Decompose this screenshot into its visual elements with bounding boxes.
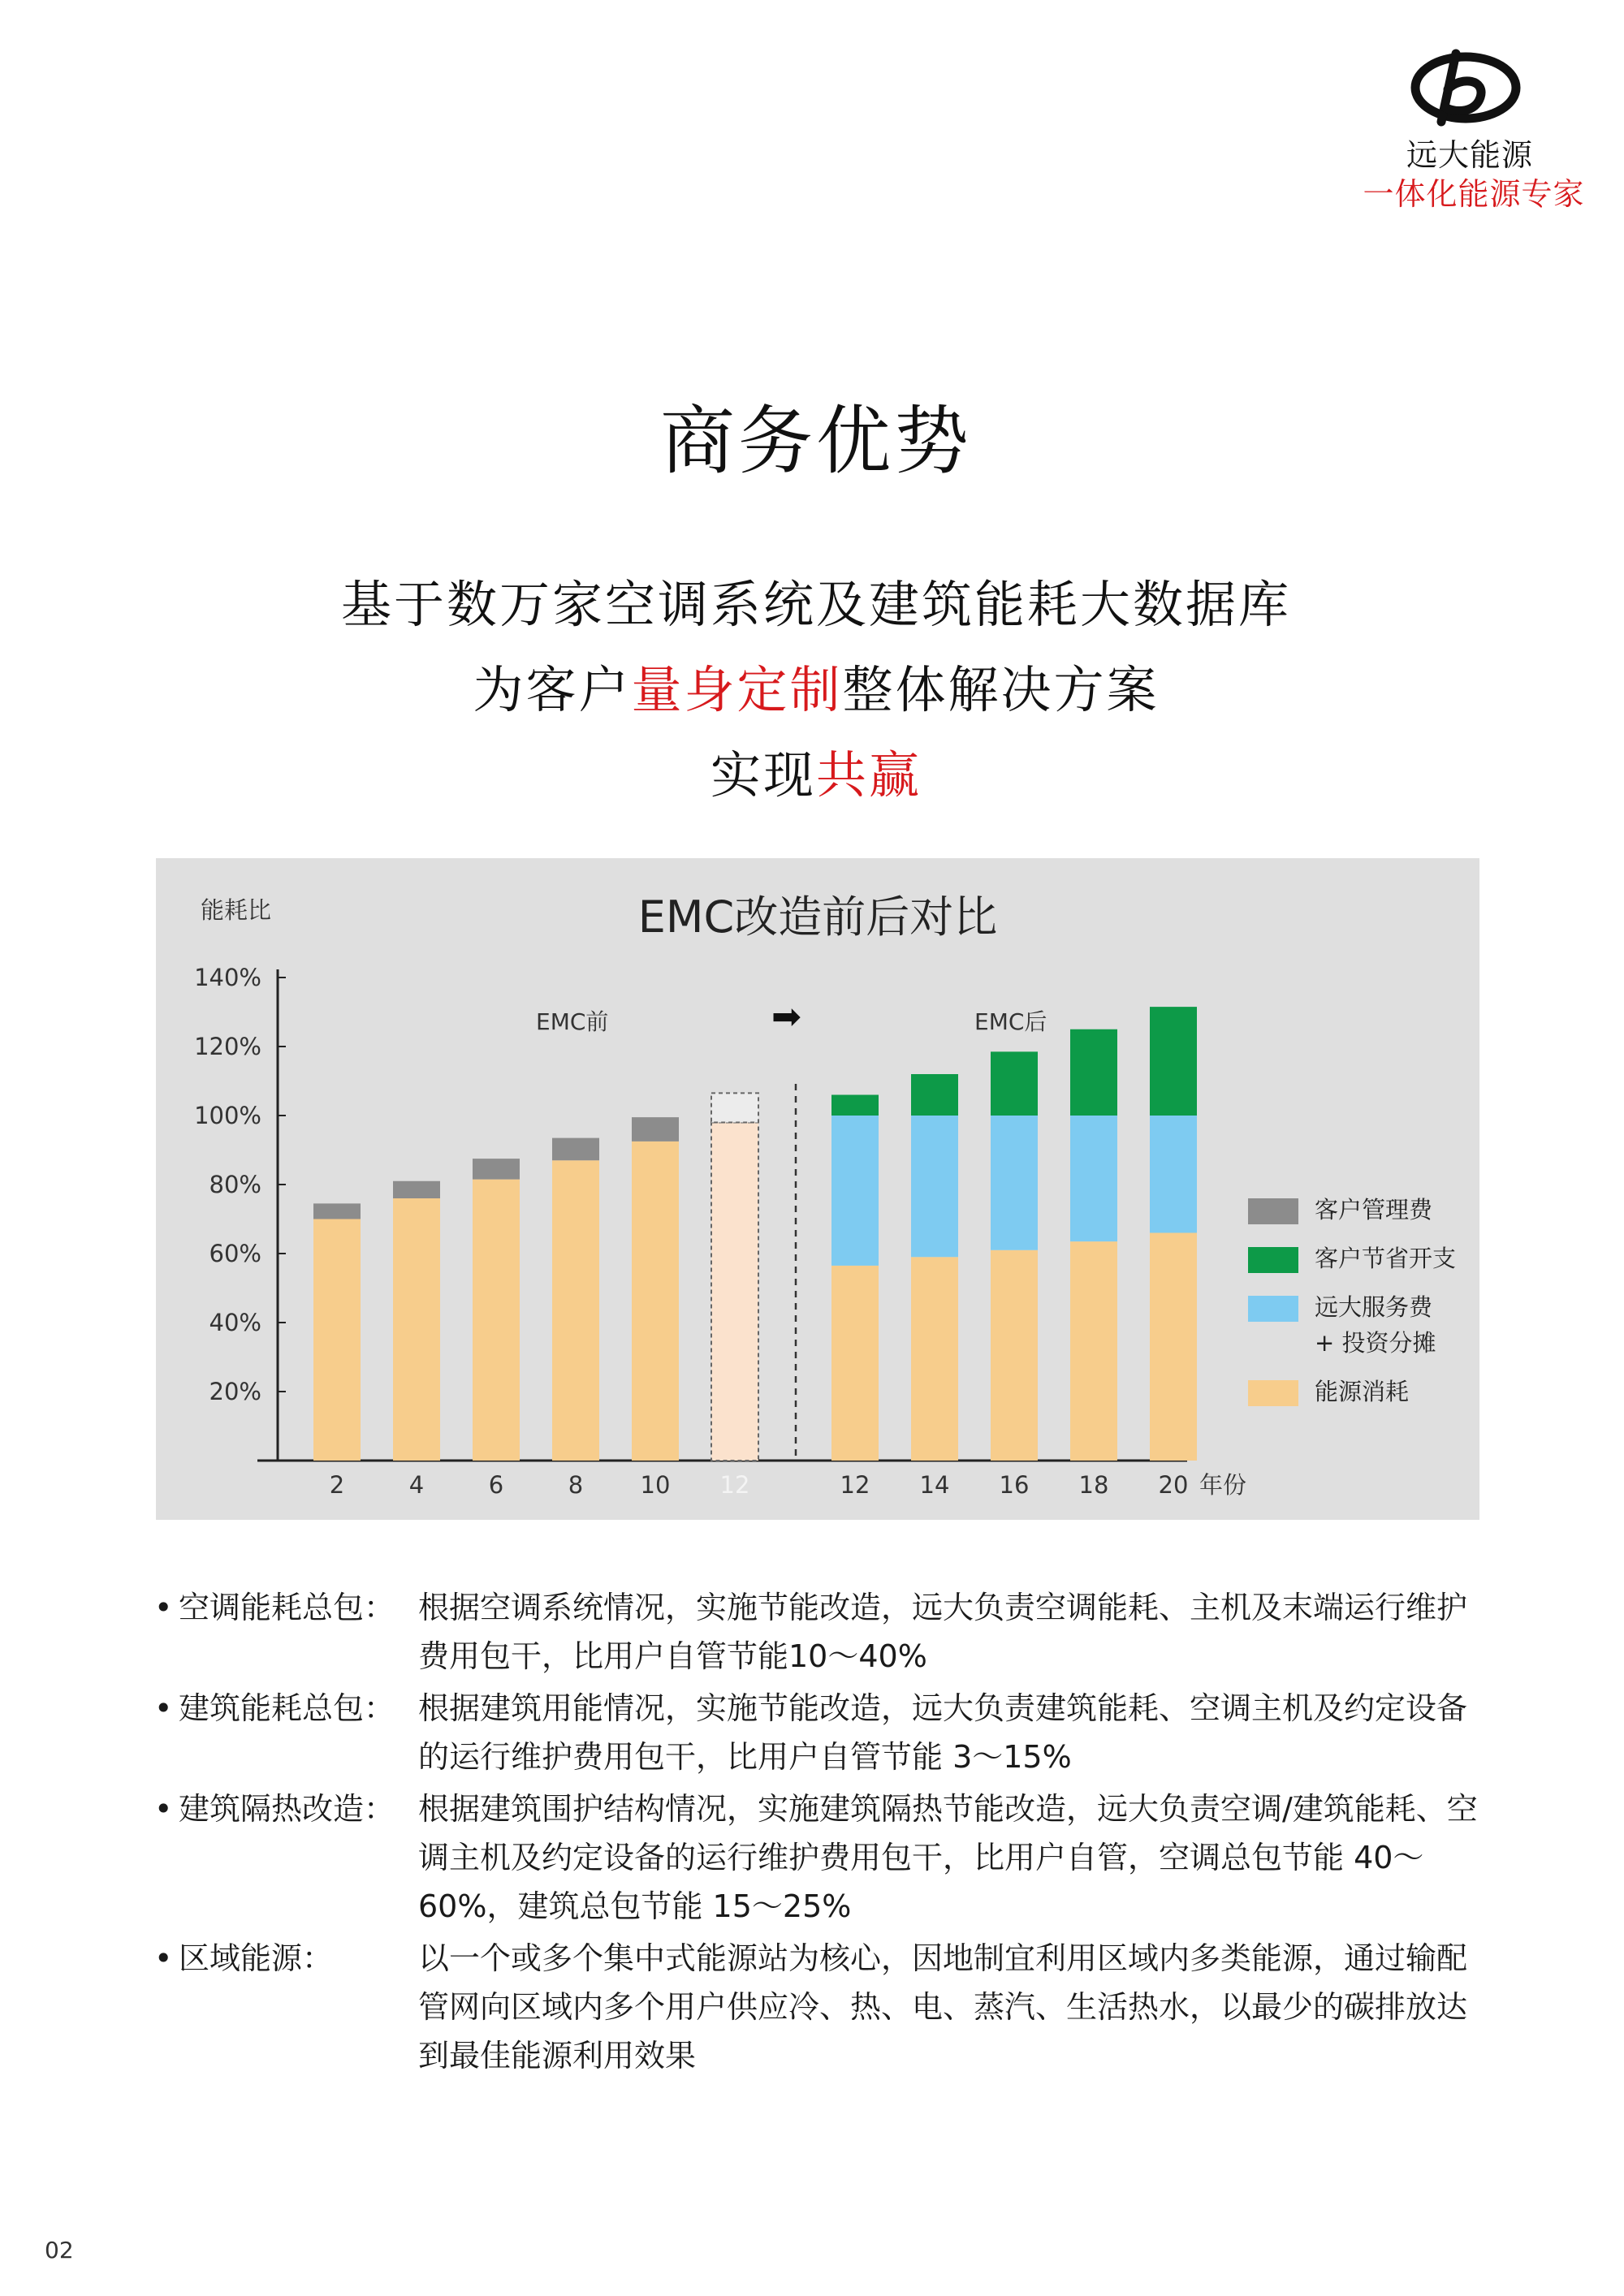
- headline-line-3: [0, 735, 1624, 807]
- headline-line-2-post: 整体解决方案: [842, 660, 1160, 719]
- list-item: [154, 1934, 1486, 2080]
- phase-label-after: EMC后: [974, 1008, 1047, 1035]
- bar-segment: [552, 1138, 599, 1161]
- legend-item-mgmt-fee: [1248, 1197, 1456, 1228]
- bar-segment: [313, 1203, 361, 1219]
- page-number: 02: [45, 2237, 74, 2264]
- legend-label: 客户管理费: [1315, 1196, 1433, 1224]
- legend-label: 能源消耗: [1315, 1378, 1410, 1405]
- chart-title: EMC改造前后对比: [637, 891, 998, 943]
- list-item: [154, 1583, 1486, 1681]
- x-tick-label: 20: [1158, 1471, 1189, 1499]
- bar-segment: [473, 1180, 520, 1461]
- x-tick-label: 18: [1078, 1471, 1109, 1499]
- list-item: [154, 1785, 1486, 1931]
- note-text: 根据建筑围护结构情况，实施建筑隔热节能改造，远大负责空调/建筑能耗、空调主机及约定设备的运行维护费用包干，比用户自管，空调总包节能 40～60%，建筑总包节能 15～25%: [418, 1791, 1478, 1924]
- list-item: [154, 1684, 1486, 1781]
- bar-segment: [911, 1116, 958, 1257]
- x-tick-label: 16: [999, 1471, 1030, 1499]
- y-tick-label: 80%: [209, 1171, 261, 1198]
- broad-logo-icon: [1409, 47, 1522, 128]
- page-title: 商务优势: [659, 398, 972, 485]
- note-term: 区域能源：: [179, 1940, 334, 1976]
- bar-segment: [632, 1142, 679, 1461]
- headline-line-2: [0, 650, 1624, 722]
- note-term: 空调能耗总包：: [179, 1590, 395, 1625]
- x-tick-label: 8: [568, 1471, 584, 1499]
- y-tick-label: 60%: [209, 1240, 261, 1267]
- bar-segment: [711, 1123, 758, 1461]
- note-term: 建筑能耗总包：: [179, 1690, 395, 1726]
- legend-label-line-2: + 投资分摊: [1315, 1329, 1436, 1357]
- note-text: 根据空调系统情况，实施节能改造，远大负责空调能耗、主机及末端运行维护费用包干，比用户自管节能10～40%: [418, 1590, 1468, 1674]
- bar-segment: [831, 1116, 879, 1266]
- headline-line-2-highlight: 量身定制: [631, 660, 843, 719]
- bar-segment: [313, 1219, 361, 1461]
- bar-segment: [831, 1266, 879, 1461]
- y-axis-label: 能耗比: [201, 896, 272, 924]
- note-text: 根据建筑用能情况，实施节能改造，远大负责建筑能耗、空调主机及约定设备的运行维护费用包干，比用户自管节能 3～15%: [418, 1690, 1468, 1775]
- phase-label-before: EMC前: [536, 1008, 609, 1035]
- bar-segment: [552, 1160, 599, 1461]
- bullet: •: [154, 1791, 173, 1827]
- bar-segment: [393, 1181, 440, 1198]
- note-term: 建筑隔热改造：: [179, 1791, 395, 1827]
- legend-item-energy: [1248, 1379, 1456, 1409]
- bar-segment: [632, 1117, 679, 1142]
- y-tick-label: 40%: [209, 1309, 261, 1336]
- headline-line-1: 基于数万家空调系统及建筑能耗大数据库: [340, 575, 1291, 634]
- x-tick-label: 14: [919, 1471, 950, 1499]
- bullet: •: [154, 1590, 173, 1625]
- y-tick-label: 140%: [194, 964, 261, 991]
- bar-segment: [911, 1257, 958, 1461]
- headline-line-3-highlight: 共赢: [816, 745, 922, 805]
- bar-segment: [1150, 1233, 1197, 1461]
- chart-panel: [156, 858, 1479, 1520]
- bar-segment: [1070, 1241, 1117, 1461]
- bar-segment: [991, 1250, 1038, 1461]
- x-tick-label: 10: [640, 1471, 671, 1499]
- arrow-right-icon: ➡: [771, 996, 801, 1038]
- bar-segment: [831, 1095, 879, 1116]
- brand-name: 远大能源: [1406, 137, 1533, 173]
- y-tick-label: 120%: [194, 1033, 261, 1060]
- note-text: 以一个或多个集中式能源站为核心，因地制宜利用区域内多类能源，通过输配管网向区域内多个用户供应冷、热、电、蒸汽、生活热水，以最少的碳排放达到最佳能源利用效果: [418, 1940, 1468, 2074]
- x-tick-label: 12: [719, 1471, 750, 1499]
- legend-swatch: [1248, 1198, 1298, 1224]
- bar-segment: [1150, 1116, 1197, 1233]
- y-tick-label: 20%: [209, 1378, 261, 1405]
- legend-item-service-fee: [1248, 1294, 1456, 1361]
- bar-segment: [911, 1074, 958, 1116]
- brand-slogan: 一体化能源专家: [1363, 176, 1585, 212]
- legend-swatch: [1248, 1247, 1298, 1273]
- bar-segment: [991, 1051, 1038, 1116]
- bar-segment: [991, 1116, 1038, 1250]
- y-tick-label: 100%: [194, 1102, 261, 1129]
- headline-line-3-pre: 实现: [710, 745, 816, 805]
- x-tick-label: 6: [488, 1471, 504, 1499]
- chart-legend: [1248, 1197, 1456, 1427]
- legend-swatch: [1248, 1296, 1298, 1322]
- legend-item-savings: [1248, 1245, 1456, 1276]
- legend-label: 客户节省开支: [1315, 1245, 1457, 1272]
- bullet: •: [154, 1690, 173, 1726]
- headline-line-2-pre: 为客户: [473, 660, 632, 719]
- x-tick-label: 12: [840, 1471, 870, 1499]
- bar-segment: [1070, 1029, 1117, 1116]
- bar-segment: [473, 1159, 520, 1180]
- bar-segment: [1150, 1007, 1197, 1116]
- bar-segment: [393, 1198, 440, 1461]
- bar-segment: [711, 1093, 758, 1122]
- legend-swatch: [1248, 1380, 1298, 1406]
- notes-list: [154, 1583, 1486, 2083]
- x-tick-label: 4: [408, 1471, 425, 1499]
- x-tick-label: 2: [329, 1471, 345, 1499]
- legend-label-line-1: 远大服务费: [1315, 1293, 1433, 1321]
- x-axis-label: 年份: [1199, 1471, 1247, 1499]
- legend-label: [1315, 1289, 1436, 1361]
- bullet: •: [154, 1940, 173, 1976]
- bar-segment: [1070, 1116, 1117, 1241]
